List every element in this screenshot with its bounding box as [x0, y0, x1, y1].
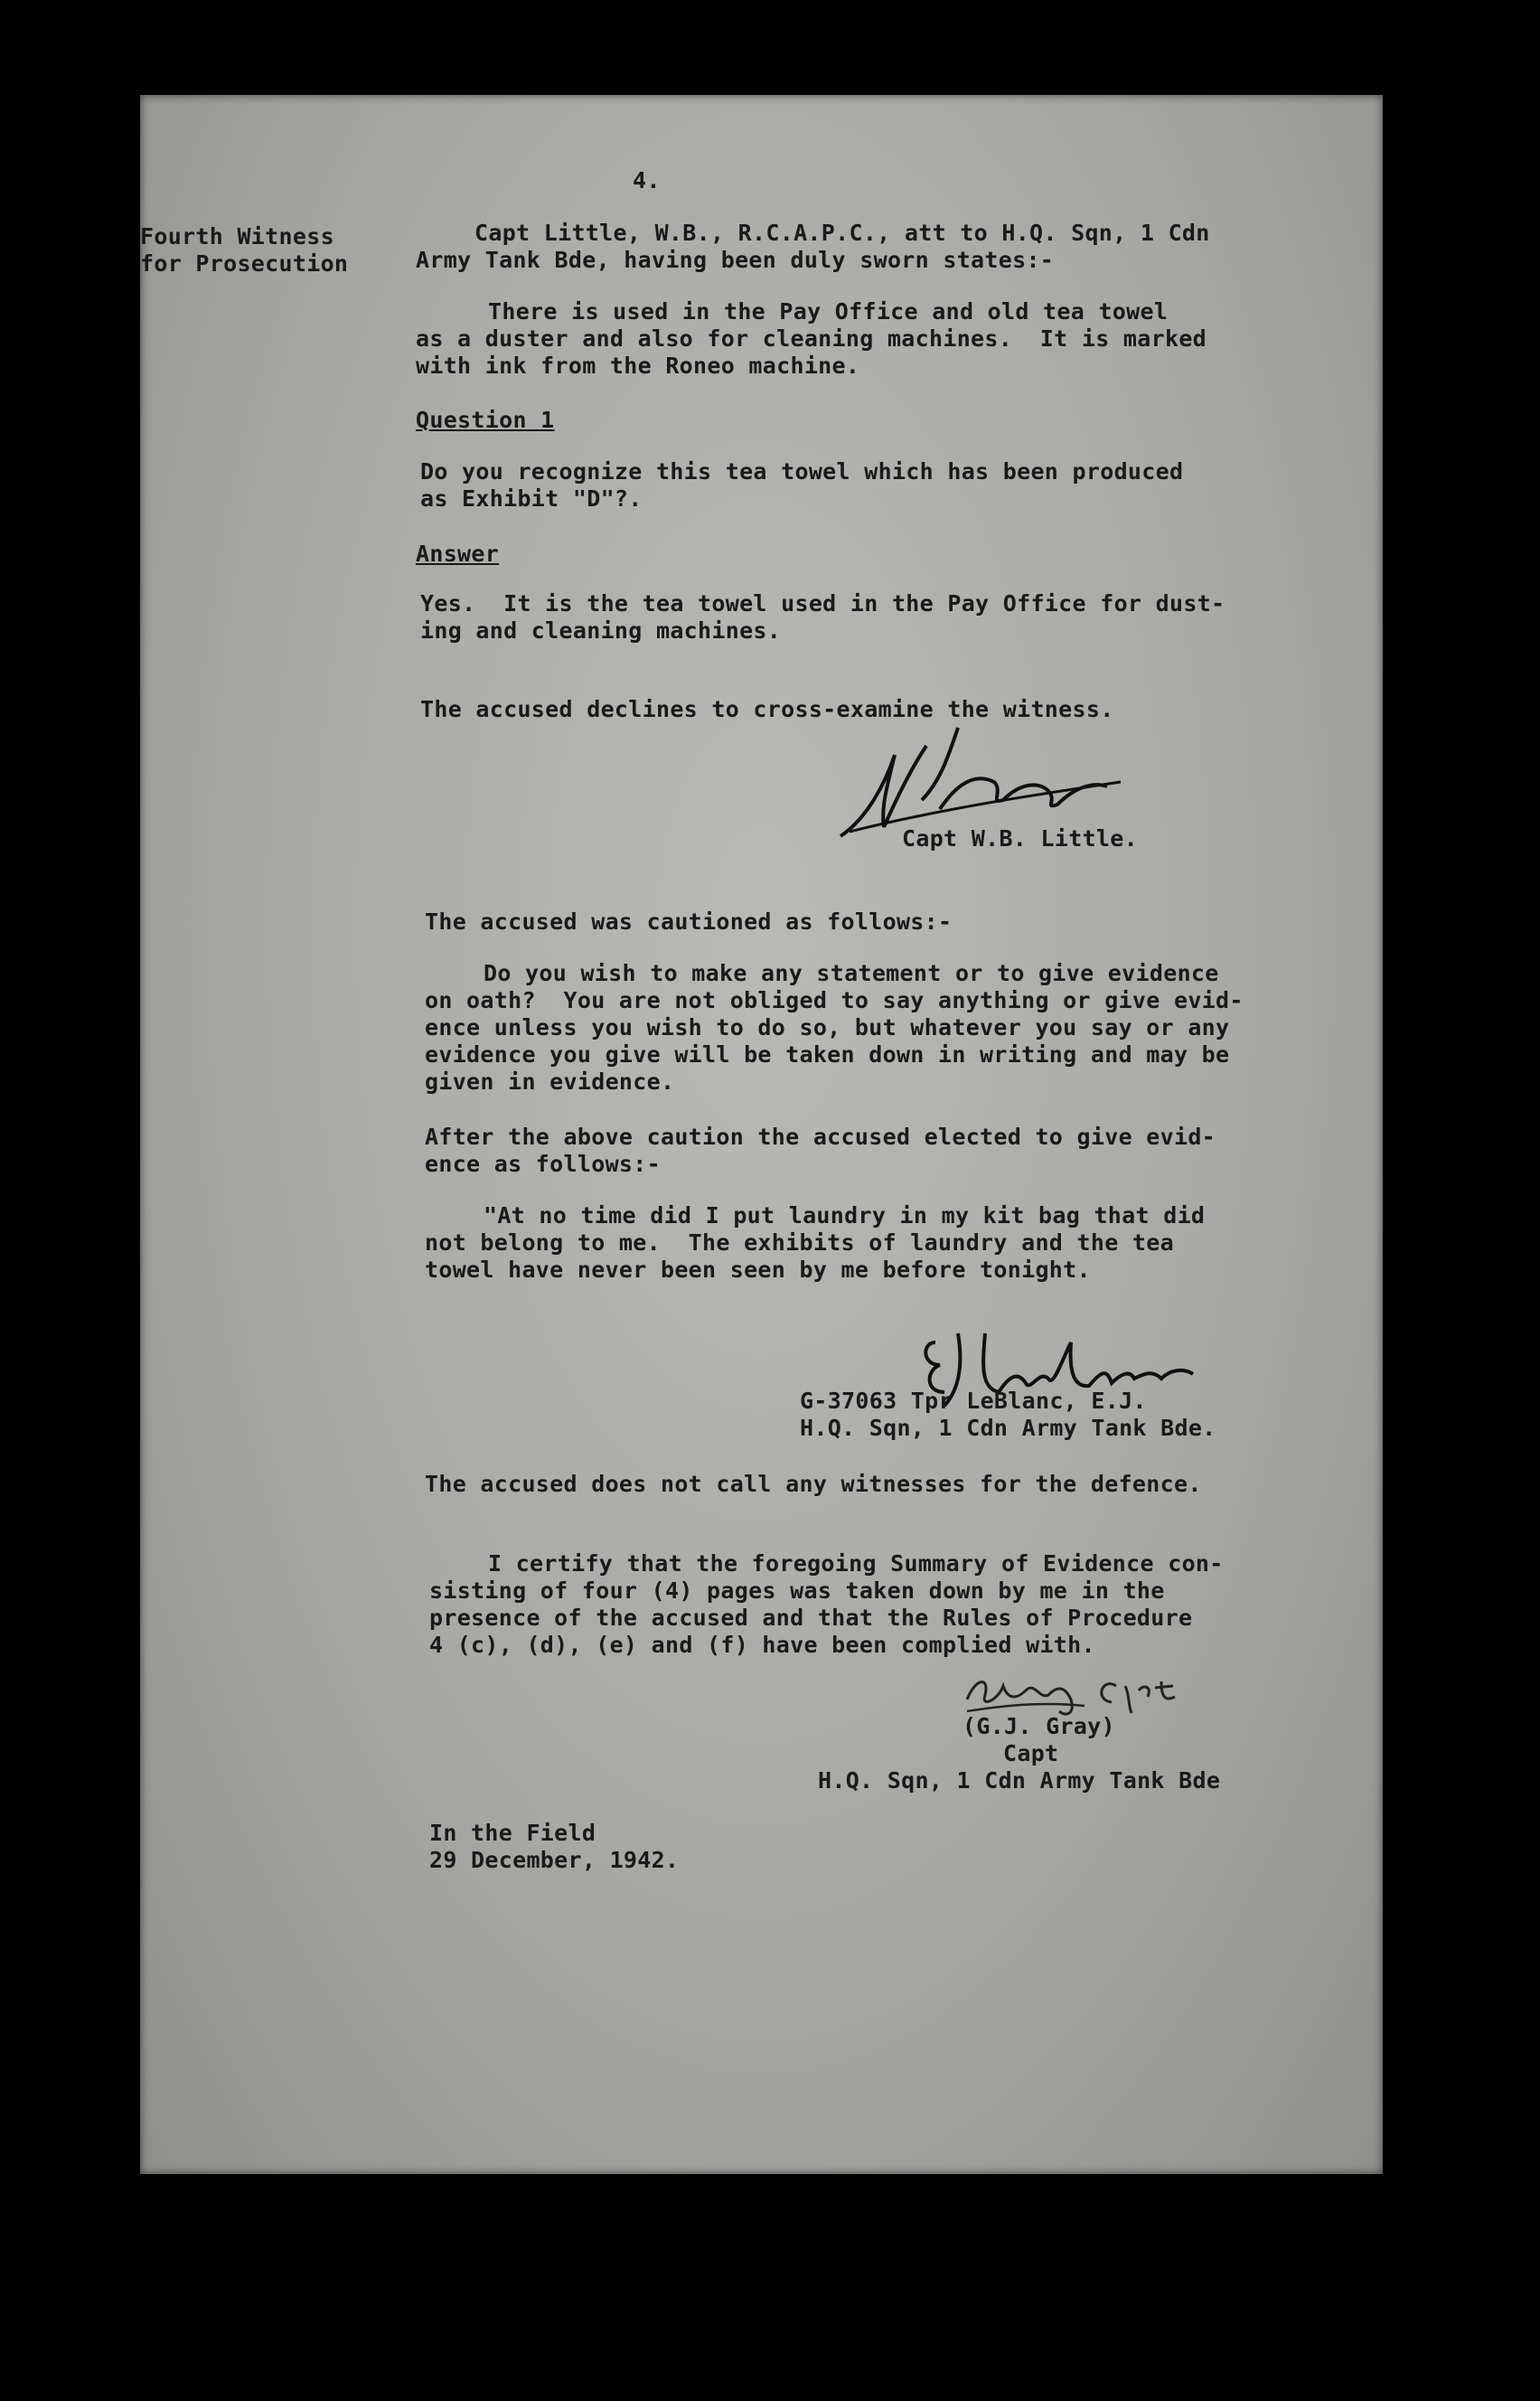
- document-page: [140, 95, 1383, 2174]
- accused-signature-line-1: G-37063 Tpr LeBlanc, E.J.: [800, 1388, 1147, 1414]
- certify-line-4: 4 (c), (d), (e) and (f) have been complied with.: [429, 1632, 1095, 1658]
- witness-intro-line-2: Army Tank Bde, having been duly sworn states:-: [416, 247, 1055, 273]
- statement-line-1: There is used in the Pay Office and old tea towel: [488, 298, 1169, 325]
- witness-intro-line-1: Capt Little, W.B., R.C.A.P.C., att to H.Q. Sqn, 1 Cdn: [474, 220, 1210, 246]
- accused-signature-line-2: H.Q. Sqn, 1 Cdn Army Tank Bde.: [800, 1415, 1216, 1441]
- accused-statement-line-3: towel have never been seen by me before tonight.: [425, 1257, 1091, 1283]
- margin-note-line-1: Fourth Witness: [140, 223, 334, 250]
- statement-line-3: with ink from the Roneo machine.: [416, 353, 860, 379]
- caution-line-3: ence unless you wish to do so, but whatever you say or any: [425, 1014, 1230, 1040]
- answer-heading: Answer: [416, 541, 500, 567]
- elected-line-1: After the above caution the accused elected to give evid-: [425, 1124, 1216, 1150]
- officer-signature-unit: H.Q. Sqn, 1 Cdn Army Tank Bde: [818, 1767, 1221, 1794]
- caution-line-5: given in evidence.: [425, 1069, 675, 1095]
- declines-line: The accused declines to cross-examine the witness.: [420, 696, 1114, 722]
- officer-signature-name: (G.J. Gray): [963, 1713, 1115, 1739]
- caution-line-4: evidence you give will be taken down in writing and may be: [425, 1041, 1230, 1068]
- caution-line-1: Do you wish to make any statement or to give evidence: [484, 960, 1219, 986]
- caution-line-2: on oath? You are not obliged to say anything or give evid-: [425, 987, 1244, 1013]
- date-line: 29 December, 1942.: [429, 1847, 680, 1873]
- statement-line-2: as a duster and also for cleaning machines. It is marked: [416, 325, 1207, 352]
- question-heading: Question 1: [416, 407, 555, 433]
- answer-line-2: ing and cleaning machines.: [420, 617, 782, 644]
- witness-signature-name: Capt W.B. Little.: [902, 825, 1138, 852]
- certify-line-3: presence of the accused and that the Rules of Procedure: [429, 1605, 1193, 1631]
- page-number: 4.: [633, 167, 661, 193]
- officer-signature-rank: Capt: [1003, 1740, 1059, 1766]
- margin-note-line-2: for Prosecution: [140, 250, 349, 277]
- caution-intro: The accused was cautioned as follows:-: [425, 909, 953, 935]
- question-line-1: Do you recognize this tea towel which has been produced: [420, 458, 1184, 485]
- accused-statement-line-2: not belong to me. The exhibits of laundry and the tea: [425, 1229, 1174, 1256]
- certify-line-2: sisting of four (4) pages was taken down by me in the: [429, 1577, 1165, 1604]
- certify-line-1: I certify that the foregoing Summary of Evidence con-: [488, 1550, 1224, 1577]
- answer-line-1: Yes. It is the tea towel used in the Pay Office for dust-: [420, 590, 1225, 617]
- accused-statement-line-1: "At no time did I put laundry in my kit bag that did: [484, 1202, 1206, 1229]
- elected-line-2: ence as follows:-: [425, 1151, 661, 1177]
- no-witnesses-line: The accused does not call any witnesses for the defence.: [425, 1471, 1202, 1497]
- place-line: In the Field: [429, 1820, 596, 1846]
- question-line-2: as Exhibit "D"?.: [420, 485, 643, 512]
